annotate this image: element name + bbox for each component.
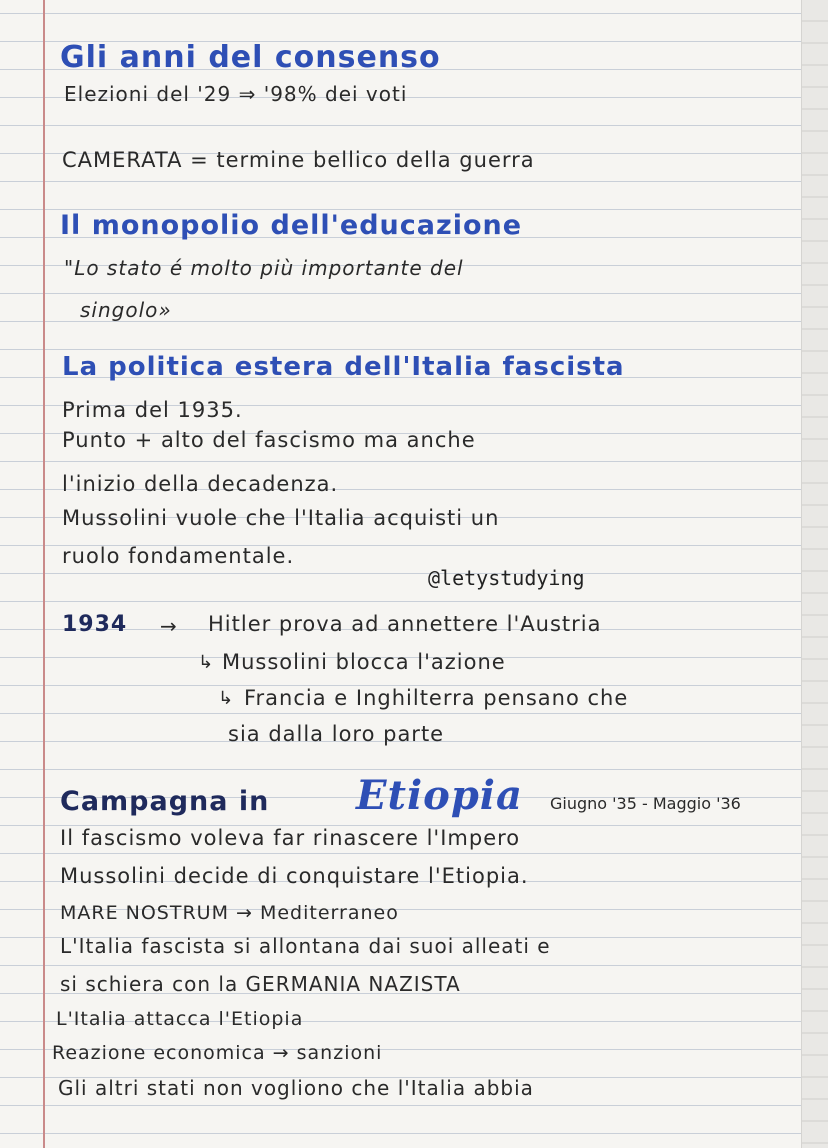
watermark-handle: @letystudying — [428, 566, 585, 590]
arrow-icon: → — [160, 614, 178, 638]
note-line: sia dalla loro parte — [228, 722, 445, 746]
note-line: Mussolini decide di conquistare l'Etiopia. — [60, 864, 529, 888]
heading-gli-anni-del-consenso: Gli anni del consenso — [60, 40, 441, 75]
quote-line: singolo» — [80, 298, 172, 322]
sub-arrow-icon: ↳ — [218, 688, 235, 709]
note-line: ruolo fondamentale. — [62, 544, 295, 568]
note-line: Hitler prova ad annettere l'Austria — [208, 612, 602, 636]
note-line: Gli altri stati non vogliono che l'Italia abbia — [58, 1076, 534, 1100]
heading-campagna-in: Campagna in — [60, 786, 270, 817]
date-range: Giugno '35 - Maggio '36 — [550, 794, 741, 813]
ring-binding — [801, 0, 828, 1148]
note-line: MARE NOSTRUM → Mediterraneo — [60, 902, 399, 924]
note-line: CAMERATA = termine bellico della guerra — [62, 148, 535, 172]
note-line: si schiera con la GERMANIA NAZISTA — [60, 972, 461, 996]
note-line: L'Italia fascista si allontana dai suoi alleati e — [60, 934, 551, 958]
heading-monopolio-educazione: Il monopolio dell'educazione — [60, 210, 523, 241]
sub-arrow-icon: ↳ — [198, 652, 215, 673]
note-line: Mussolini blocca l'azione — [222, 650, 506, 674]
note-line: l'inizio della decadenza. — [62, 472, 339, 496]
note-line: Prima del 1935. — [62, 398, 243, 422]
heading-politica-estera: La politica estera dell'Italia fascista — [62, 352, 625, 382]
note-line: Mussolini vuole che l'Italia acquisti un — [62, 506, 500, 530]
quote-line: "Lo stato é molto più importante del — [64, 256, 464, 280]
note-line: Reazione economica → sanzioni — [52, 1042, 383, 1064]
year-1934: 1934 — [62, 612, 128, 637]
heading-etiopia: Etiopia — [356, 772, 523, 819]
note-line: Elezioni del '29 ⇒ '98% dei voti — [64, 82, 408, 106]
note-line: Il fascismo voleva far rinascere l'Impero — [60, 826, 521, 850]
note-line: L'Italia attacca l'Etiopia — [56, 1008, 304, 1030]
note-line: Punto + alto del fascismo ma anche — [62, 428, 476, 452]
note-line: Francia e Inghilterra pensano che — [244, 686, 629, 710]
